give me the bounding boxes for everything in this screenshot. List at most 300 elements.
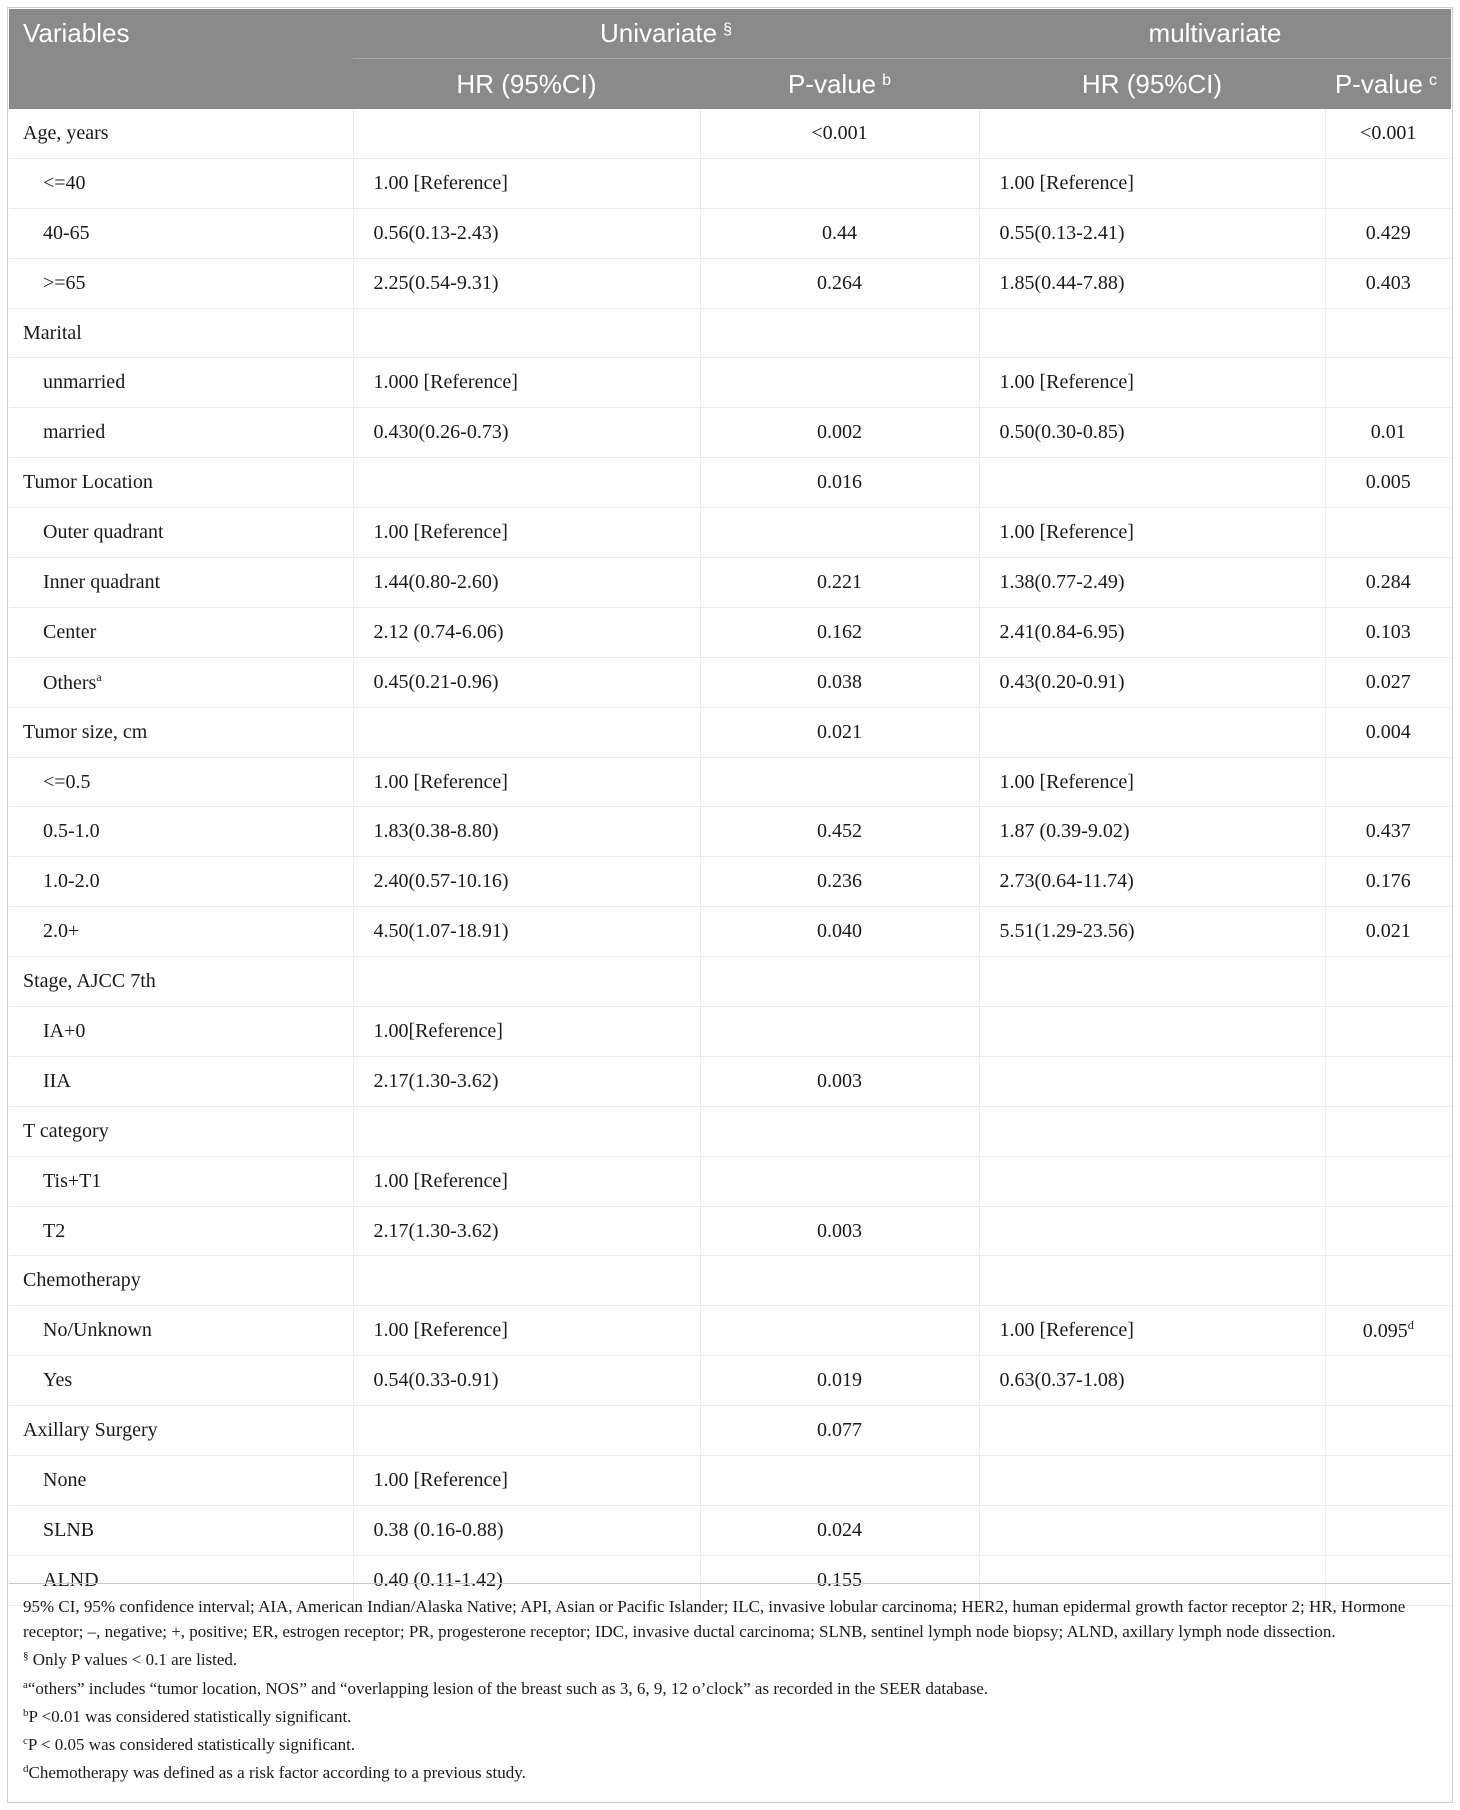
table-row: [9, 1356, 1451, 1406]
row-label-text: IIA: [43, 1069, 71, 1092]
cell-p-univariate: [700, 857, 979, 907]
cell-hr-multivariate: [979, 1456, 1325, 1506]
cell-p-univariate: [700, 1156, 979, 1206]
footnote: [23, 1701, 1437, 1729]
cell-p-univariate: [700, 957, 979, 1007]
table-row: [9, 607, 1451, 657]
cell-p-univariate: [700, 1406, 979, 1456]
header-hr-multivariate: HR (95%CI): [979, 59, 1325, 110]
row-label-text: Others: [43, 671, 97, 694]
cell-hr-univariate-text: 2.25(0.54-9.31): [373, 271, 499, 294]
header-blank: [9, 59, 353, 110]
table-header: [9, 9, 1451, 109]
cell-p-univariate-text: 0.452: [817, 820, 862, 843]
cell-hr-multivariate: [979, 807, 1325, 857]
cell-p-univariate: [700, 308, 979, 358]
cell-hr-univariate: [353, 1256, 700, 1306]
cell-p-multivariate: [1325, 508, 1451, 558]
row-label-text: >=65: [43, 271, 86, 294]
cell-hr-univariate: [353, 1206, 700, 1256]
header-p-multivariate-sup: c: [1429, 71, 1437, 89]
cell-hr-univariate-text: 0.40 (0.11-1.42): [373, 1568, 503, 1591]
row-label-text: <=40: [43, 171, 86, 194]
table-row: [9, 109, 1451, 158]
cell-p-univariate: [700, 757, 979, 807]
cell-hr-multivariate: [979, 358, 1325, 408]
cell-p-multivariate-text: 0.027: [1365, 670, 1411, 693]
cell-hr-univariate: [353, 657, 700, 707]
header-univariate: [353, 9, 979, 59]
cell-hr-multivariate: [979, 907, 1325, 957]
cell-hr-univariate-text: 1.00 [Reference]: [373, 171, 508, 194]
cell-p-univariate-text: 0.024: [817, 1518, 862, 1541]
cell-p-multivariate: [1325, 558, 1451, 608]
row-category-label: [9, 707, 353, 757]
cell-p-univariate: [700, 109, 979, 158]
table-row: [9, 857, 1451, 907]
row-sublabel: [9, 1206, 353, 1256]
row-label-text: 1.0-2.0: [43, 870, 100, 893]
cell-p-multivariate-text: 0.403: [1365, 271, 1411, 294]
cell-p-univariate-text: 0.040: [817, 920, 862, 943]
table-row: [9, 408, 1451, 458]
cell-p-multivariate-text: 0.429: [1365, 221, 1411, 244]
cell-hr-multivariate: [979, 208, 1325, 258]
table-row: [9, 1256, 1451, 1306]
cell-p-univariate-text: 0.44: [822, 221, 857, 244]
header-multivariate: multivariate: [979, 9, 1451, 59]
cell-p-univariate: [700, 807, 979, 857]
cell-hr-univariate: [353, 1056, 700, 1106]
cell-hr-univariate: [353, 1306, 700, 1356]
cell-hr-multivariate: [979, 707, 1325, 757]
row-sublabel: [9, 1056, 353, 1106]
row-category-label: [9, 957, 353, 1007]
results-table: [9, 9, 1451, 1606]
cell-hr-multivariate: [979, 1406, 1325, 1456]
cell-p-univariate: [700, 1306, 979, 1356]
cell-p-univariate: [700, 1256, 979, 1306]
cell-hr-univariate: [353, 558, 700, 608]
table-row: [9, 1406, 1451, 1456]
row-category-label: [9, 308, 353, 358]
cell-hr-multivariate: [979, 508, 1325, 558]
row-sublabel: [9, 258, 353, 308]
table-footnotes: [9, 1583, 1451, 1785]
cell-hr-multivariate: [979, 607, 1325, 657]
row-sublabel: [9, 1007, 353, 1057]
cell-hr-multivariate: [979, 408, 1325, 458]
cell-p-univariate-text: 0.021: [817, 720, 862, 743]
cell-hr-univariate: [353, 109, 700, 158]
table-row: [9, 458, 1451, 508]
row-label-text: Outer quadrant: [43, 521, 164, 544]
cell-p-multivariate: [1325, 607, 1451, 657]
cell-hr-multivariate: [979, 109, 1325, 158]
table-row: [9, 1007, 1451, 1057]
cell-p-multivariate: [1325, 1406, 1451, 1456]
cell-hr-univariate-text: 2.17(1.30-3.62): [373, 1219, 499, 1242]
cell-p-univariate: [700, 358, 979, 408]
cell-hr-univariate: [353, 258, 700, 308]
row-sublabel: [9, 158, 353, 208]
cell-p-multivariate-text: <0.001: [1360, 121, 1417, 144]
header-univariate-sup: §: [723, 21, 732, 38]
footnote: [23, 1757, 1437, 1785]
header-variables: Variables: [9, 9, 353, 59]
table-row: [9, 757, 1451, 807]
cell-hr-univariate: [353, 957, 700, 1007]
row-label-text: Yes: [43, 1369, 73, 1392]
cell-hr-multivariate: [979, 957, 1325, 1007]
header-hr-univariate: HR (95%CI): [353, 59, 700, 110]
cell-hr-univariate: [353, 158, 700, 208]
cell-hr-univariate-text: 2.12 (0.74-6.06): [373, 620, 504, 643]
row-sublabel: [9, 208, 353, 258]
footnote-mark: c: [23, 1735, 28, 1748]
row-label-text: Chemotherapy: [23, 1269, 141, 1292]
cell-p-univariate: [700, 1505, 979, 1555]
cell-p-univariate: [700, 1206, 979, 1256]
table-row: [9, 358, 1451, 408]
cell-hr-multivariate: [979, 158, 1325, 208]
cell-p-univariate-text: 0.162: [817, 620, 862, 643]
cell-p-univariate: [700, 258, 979, 308]
cell-p-univariate-text: 0.016: [817, 471, 862, 494]
row-sublabel: [9, 757, 353, 807]
cell-hr-univariate-text: 0.56(0.13-2.43): [373, 221, 499, 244]
cell-hr-univariate: [353, 857, 700, 907]
cell-p-multivariate: [1325, 1206, 1451, 1256]
row-sublabel: [9, 358, 353, 408]
cell-p-multivariate-text: 0.01: [1370, 421, 1406, 444]
cell-p-univariate-text: 0.236: [817, 870, 862, 893]
header-p-univariate-label: P-value: [787, 68, 877, 99]
row-sublabel: [9, 1156, 353, 1206]
cell-hr-univariate-text: 0.430(0.26-0.73): [373, 421, 509, 444]
footnote: [23, 1644, 1437, 1672]
row-label-footnote-mark: a: [96, 669, 102, 684]
cell-hr-univariate: [353, 1106, 700, 1156]
cell-hr-univariate: [353, 508, 700, 558]
table-body: [9, 109, 1451, 1605]
cell-p-multivariate-text: 0.005: [1365, 471, 1411, 494]
cell-p-univariate: [700, 707, 979, 757]
cell-p-univariate-text: 0.155: [817, 1568, 862, 1591]
cell-hr-univariate: [353, 1007, 700, 1057]
cell-p-univariate-text: 0.264: [817, 271, 862, 294]
row-category-label: [9, 458, 353, 508]
row-label-text: <=0.5: [43, 770, 91, 793]
cell-p-univariate: [700, 408, 979, 458]
cell-hr-univariate: [353, 1406, 700, 1456]
footnote: [23, 1673, 1437, 1701]
cell-hr-multivariate: [979, 458, 1325, 508]
cell-hr-univariate-text: 1.00 [Reference]: [373, 1319, 508, 1342]
cell-hr-univariate: [353, 1456, 700, 1506]
header-univariate-label: Univariate: [600, 18, 718, 48]
cell-p-multivariate: [1325, 907, 1451, 957]
row-label-text: Stage, AJCC 7th: [23, 970, 156, 993]
cell-p-univariate: [700, 158, 979, 208]
row-label-text: 40-65: [43, 221, 90, 244]
cell-hr-multivariate-text: 2.41(0.84-6.95): [999, 620, 1125, 643]
table-row: [9, 558, 1451, 608]
cell-p-univariate: [700, 508, 979, 558]
cell-p-multivariate: [1325, 208, 1451, 258]
cell-hr-univariate: [353, 807, 700, 857]
row-label-text: Center: [43, 620, 97, 643]
cell-hr-univariate: [353, 907, 700, 957]
row-category-label: [9, 1256, 353, 1306]
header-p-multivariate-label: P-value: [1334, 68, 1423, 99]
header-p-multivariate: [1325, 59, 1451, 110]
footnote: [23, 1594, 1437, 1644]
footnote-text: “others” includes “tumor location, NOS” and “overlapping lesion of the breast such as 3, 6, 9, 12 o’clock” as recorded in the SEER database.: [27, 1678, 989, 1698]
cell-hr-multivariate: [979, 1505, 1325, 1555]
row-label-text: T category: [23, 1119, 109, 1142]
cell-hr-univariate: [353, 208, 700, 258]
row-label-text: 0.5-1.0: [43, 820, 100, 843]
row-sublabel: [9, 857, 353, 907]
cell-p-multivariate: [1325, 1505, 1451, 1555]
cell-p-multivariate: [1325, 258, 1451, 308]
row-label-text: Marital: [23, 321, 82, 344]
row-sublabel: [9, 558, 353, 608]
footnote-text: P <0.01 was considered statistically significant.: [28, 1706, 352, 1726]
footnote-text: Chemotherapy was defined as a risk factor according to a previous study.: [28, 1763, 526, 1783]
cell-p-multivariate: [1325, 109, 1451, 158]
cell-p-multivariate: [1325, 1007, 1451, 1057]
cell-hr-univariate-text: 0.38 (0.16-0.88): [373, 1518, 504, 1541]
row-category-label: [9, 109, 353, 158]
cell-hr-multivariate: [979, 657, 1325, 707]
cell-hr-multivariate-text: 1.38(0.77-2.49): [999, 570, 1125, 593]
cell-p-multivariate: [1325, 1106, 1451, 1156]
footnote-text: P < 0.05 was considered statistically significant.: [27, 1735, 356, 1755]
row-label-text: Inner quadrant: [43, 570, 161, 593]
cell-hr-univariate: [353, 408, 700, 458]
row-sublabel: [9, 907, 353, 957]
cell-hr-multivariate: [979, 1206, 1325, 1256]
table-row: [9, 1456, 1451, 1506]
footnote-text: 95% CI, 95% confidence interval; AIA, American Indian/Alaska Native; API, Asian or Pacific Islander; ILC, invasive lobular carcinoma; HER2, human epidermal growth factor receptor 2; HR, Hormone receptor; –, negative; +, positive; ER, estrogen receptor; PR, progesterone receptor; IDC, invasive ductal carcinoma; SLNB, sentinel lymph node biopsy; ALND, axillary lymph node dissection.: [23, 1597, 1406, 1642]
table-row: [9, 258, 1451, 308]
cell-hr-univariate-text: 1.00[Reference]: [373, 1019, 503, 1042]
row-category-label: [9, 1406, 353, 1456]
cell-p-univariate-text: 0.003: [817, 1219, 862, 1242]
row-sublabel: [9, 1456, 353, 1506]
cell-hr-multivariate: [979, 258, 1325, 308]
cell-hr-univariate: [353, 308, 700, 358]
cell-p-multivariate-text: 0.021: [1365, 920, 1411, 943]
cell-hr-univariate-text: 1.44(0.80-2.60): [373, 570, 499, 593]
cell-hr-multivariate-text: 1.87 (0.39-9.02): [999, 820, 1130, 843]
cell-hr-multivariate-text: 0.63(0.37-1.08): [999, 1369, 1125, 1392]
cell-hr-multivariate-text: 1.00 [Reference]: [999, 770, 1134, 793]
cell-p-univariate: [700, 1356, 979, 1406]
cell-hr-multivariate: [979, 308, 1325, 358]
table-row: [9, 308, 1451, 358]
cell-p-univariate: [700, 558, 979, 608]
cell-hr-multivariate: [979, 1256, 1325, 1306]
row-sublabel: [9, 408, 353, 458]
cell-hr-multivariate-text: 1.00 [Reference]: [999, 171, 1134, 194]
cell-p-multivariate: [1325, 1456, 1451, 1506]
row-label-text: None: [43, 1468, 87, 1491]
table-row: [9, 158, 1451, 208]
cell-p-univariate: [700, 208, 979, 258]
cell-p-univariate: [700, 458, 979, 508]
cell-hr-multivariate-text: 0.50(0.30-0.85): [999, 421, 1125, 444]
row-sublabel: [9, 1306, 353, 1356]
cell-p-multivariate-text: 0.437: [1365, 820, 1411, 843]
cell-hr-univariate: [353, 607, 700, 657]
table-row: [9, 1156, 1451, 1206]
cell-hr-multivariate: [979, 1007, 1325, 1057]
cell-hr-multivariate-text: 0.43(0.20-0.91): [999, 670, 1125, 693]
cell-hr-univariate-text: 1.83(0.38-8.80): [373, 820, 499, 843]
row-sublabel: [9, 1505, 353, 1555]
row-label-text: Tis+T1: [43, 1169, 102, 1192]
cell-p-multivariate: [1325, 158, 1451, 208]
cell-hr-univariate: [353, 458, 700, 508]
cell-p-multivariate-text: 0.095: [1362, 1320, 1408, 1343]
cell-p-multivariate: [1325, 1256, 1451, 1306]
cell-p-multivariate-text: 0.284: [1365, 570, 1411, 593]
cell-hr-multivariate-text: 0.55(0.13-2.41): [999, 221, 1125, 244]
cell-hr-multivariate-text: 1.00 [Reference]: [999, 371, 1134, 394]
cell-hr-multivariate: [979, 1306, 1325, 1356]
cell-hr-multivariate-text: 1.85(0.44-7.88): [999, 271, 1125, 294]
cell-hr-univariate-text: 1.00 [Reference]: [373, 1468, 508, 1491]
cell-p-multivariate-text: 0.103: [1365, 620, 1411, 643]
row-sublabel: [9, 1356, 353, 1406]
cell-p-multivariate: [1325, 408, 1451, 458]
row-label-text: Age, years: [23, 121, 109, 144]
cell-hr-univariate: [353, 707, 700, 757]
cell-hr-univariate: [353, 757, 700, 807]
footnote-text: Only P values < 0.1 are listed.: [28, 1650, 238, 1670]
row-sublabel: [9, 807, 353, 857]
cell-p-multivariate: [1325, 757, 1451, 807]
cell-footnote-mark: d: [1407, 1318, 1414, 1333]
cell-p-univariate: [700, 1056, 979, 1106]
cell-p-univariate: [700, 1106, 979, 1156]
table-row: [9, 208, 1451, 258]
cell-p-univariate-text: 0.077: [817, 1419, 862, 1442]
row-sublabel: [9, 607, 353, 657]
table-row: [9, 657, 1451, 707]
cell-hr-univariate: [353, 1356, 700, 1406]
table-row: [9, 907, 1451, 957]
row-label-text: Axillary Surgery: [23, 1419, 158, 1442]
cell-p-univariate: [700, 607, 979, 657]
cell-p-univariate: [700, 1007, 979, 1057]
cell-p-univariate-text: 0.002: [817, 421, 862, 444]
row-label-text: SLNB: [43, 1518, 95, 1541]
cell-p-univariate-text: 0.019: [817, 1369, 862, 1392]
table-row: [9, 1056, 1451, 1106]
cell-hr-multivariate: [979, 1156, 1325, 1206]
cell-hr-univariate-text: 2.40(0.57-10.16): [373, 870, 509, 893]
footnote: [23, 1729, 1437, 1757]
cell-p-multivariate: [1325, 458, 1451, 508]
cell-p-multivariate: [1325, 1156, 1451, 1206]
row-sublabel: [9, 508, 353, 558]
cell-hr-univariate-text: 1.000 [Reference]: [373, 371, 518, 394]
header-p-univariate: [700, 59, 979, 110]
cell-hr-univariate-text: 4.50(1.07-18.91): [373, 920, 509, 943]
cell-hr-multivariate: [979, 1356, 1325, 1406]
footnote-mark: b: [23, 1706, 29, 1719]
cell-hr-multivariate-text: 1.00 [Reference]: [999, 521, 1134, 544]
cell-p-multivariate: [1325, 707, 1451, 757]
row-label-text: IA+0: [43, 1019, 86, 1042]
row-label-text: ALND: [43, 1568, 99, 1591]
cell-hr-univariate-text: 1.00 [Reference]: [373, 770, 508, 793]
row-category-label: [9, 1106, 353, 1156]
cell-p-multivariate: [1325, 1356, 1451, 1406]
cell-p-univariate: [700, 907, 979, 957]
row-label-text: married: [43, 421, 106, 444]
row-label-text: Tumor size, cm: [23, 720, 148, 743]
table-row: [9, 707, 1451, 757]
cell-p-multivariate: [1325, 957, 1451, 1007]
cell-p-multivariate-text: 0.176: [1365, 870, 1411, 893]
cell-p-multivariate: [1325, 807, 1451, 857]
table-row: [9, 1206, 1451, 1256]
cell-p-univariate-text: 0.038: [817, 670, 862, 693]
cell-hr-univariate-text: 0.45(0.21-0.96): [373, 670, 499, 693]
cell-hr-univariate: [353, 1156, 700, 1206]
cell-p-multivariate: [1325, 657, 1451, 707]
cell-p-univariate: [700, 657, 979, 707]
cell-hr-multivariate: [979, 857, 1325, 907]
cell-hr-multivariate: [979, 1106, 1325, 1156]
cell-hr-multivariate: [979, 558, 1325, 608]
cell-p-univariate-text: <0.001: [811, 121, 868, 144]
cell-p-multivariate-text: 0.004: [1365, 720, 1411, 743]
footnote-mark: a: [23, 1678, 28, 1691]
cell-hr-univariate: [353, 1505, 700, 1555]
cell-hr-univariate-text: 1.00 [Reference]: [373, 1169, 508, 1192]
cell-hr-univariate-text: 1.00 [Reference]: [373, 521, 508, 544]
cell-hr-multivariate-text: 1.00 [Reference]: [999, 1319, 1134, 1342]
row-label-text: T2: [43, 1219, 66, 1242]
cell-p-multivariate: [1325, 1306, 1451, 1356]
table-row: [9, 1306, 1451, 1356]
table-row: [9, 508, 1451, 558]
table-row: [9, 807, 1451, 857]
cell-p-univariate: [700, 1456, 979, 1506]
cell-p-univariate-text: 0.221: [817, 570, 862, 593]
row-label-text: No/Unknown: [43, 1319, 152, 1342]
table-row: [9, 1106, 1451, 1156]
cell-hr-univariate-text: 2.17(1.30-3.62): [373, 1069, 499, 1092]
row-sublabel: [9, 657, 353, 707]
footnote-mark: d: [23, 1763, 29, 1776]
row-label-text: unmarried: [43, 371, 126, 394]
cell-p-multivariate: [1325, 358, 1451, 408]
row-label-text: Tumor Location: [23, 471, 153, 494]
cell-hr-multivariate: [979, 757, 1325, 807]
footnote-mark: §: [23, 1650, 29, 1663]
table-row: [9, 1505, 1451, 1555]
cell-p-univariate-text: 0.003: [817, 1069, 862, 1092]
cell-hr-multivariate-text: 2.73(0.64-11.74): [999, 870, 1134, 893]
cell-hr-univariate-text: 0.54(0.33-0.91): [373, 1369, 499, 1392]
